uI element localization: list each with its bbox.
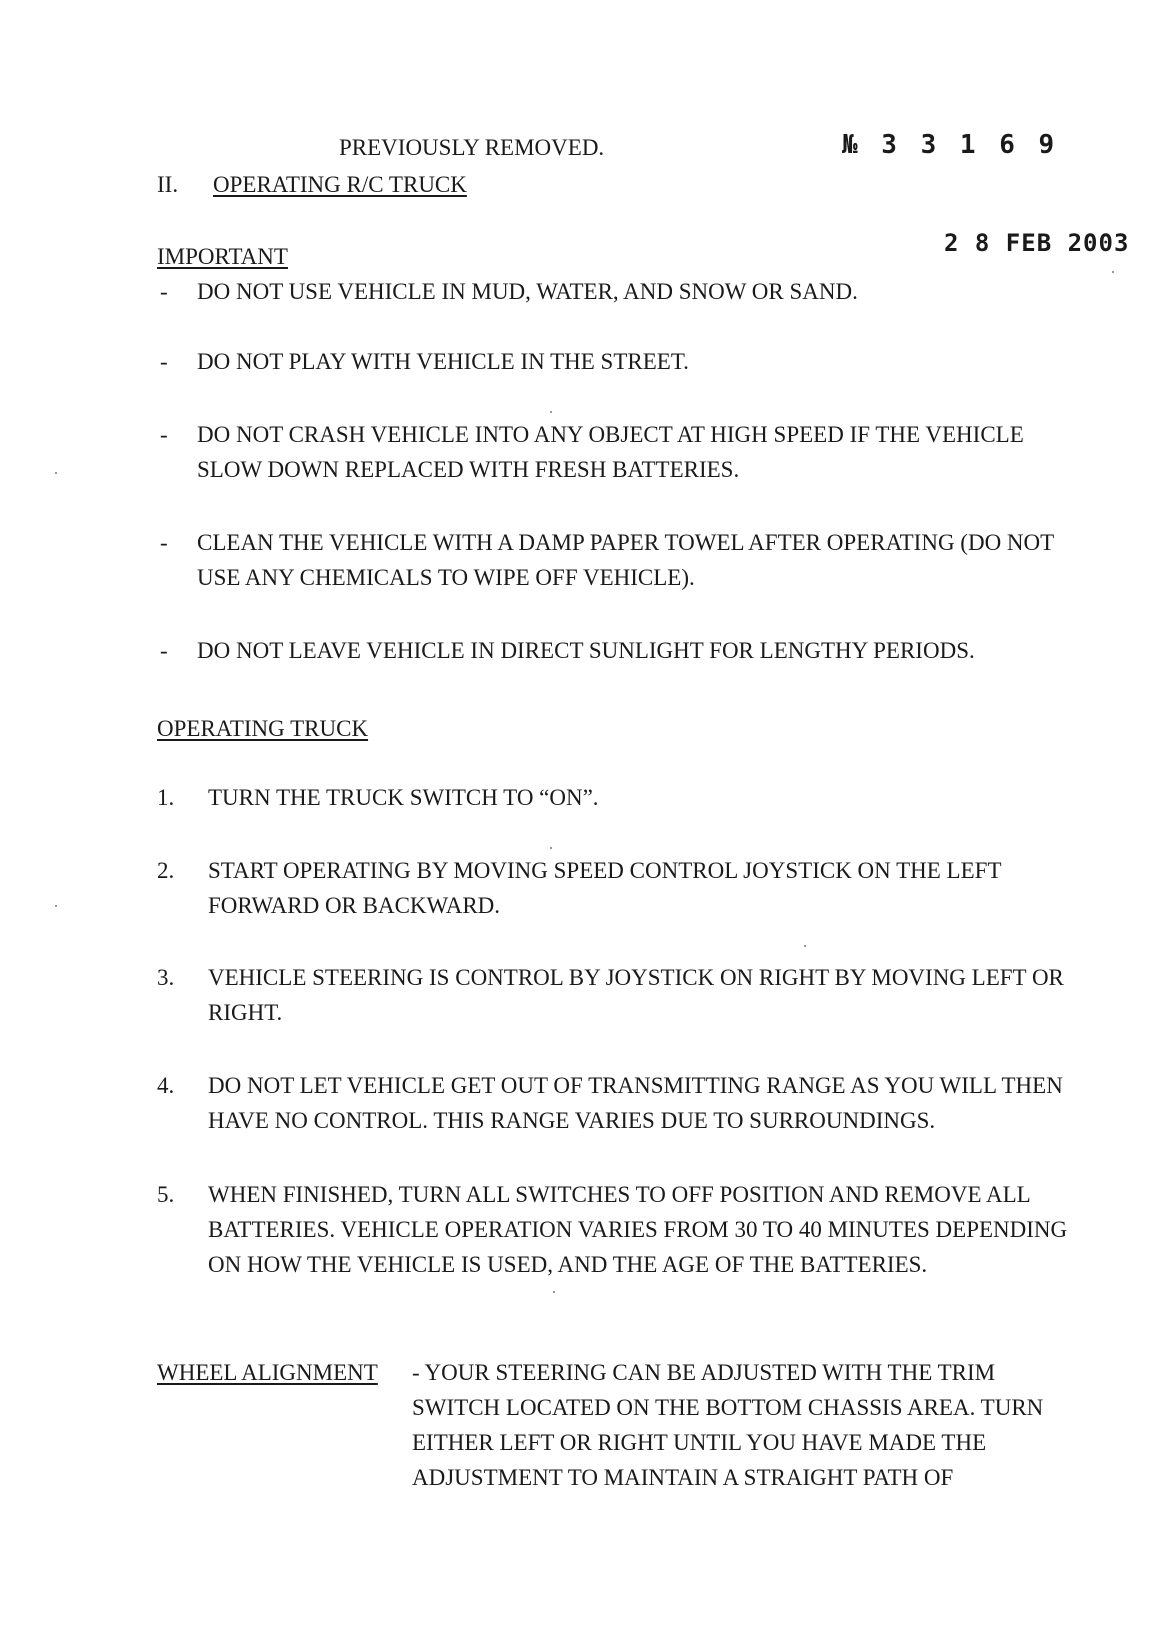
step-number: 2. (157, 858, 175, 883)
section-numeral: II. (157, 172, 179, 197)
item-marker: - (160, 279, 168, 304)
step-text: VEHICLE STEERING IS CONTROL BY JOYSTICK ON RIGHT BY MOVING LEFT OR RIGHT. (208, 965, 1064, 1025)
step-text: DO NOT LET VEHICLE GET OUT OF TRANSMITTING RANGE AS YOU WILL THEN HAVE NO CONTROL. THIS RANGE VARIES DUE TO SURROUNDINGS. (208, 1073, 1063, 1133)
scan-speck (550, 411, 552, 413)
step-number: 5. (157, 1182, 175, 1207)
step-text: TURN THE TRUCK SWITCH TO “ON”. (208, 785, 599, 810)
previously-removed-note: PREVIOUSLY REMOVED. (339, 135, 605, 160)
item-text: DO NOT LEAVE VEHICLE IN DIRECT SUNLIGHT FOR LENGTHY PERIODS. (197, 638, 975, 663)
scan-speck (553, 1291, 555, 1293)
item-marker: - (160, 638, 168, 663)
operating-truck-heading: OPERATING TRUCK (157, 716, 369, 741)
item-text: DO NOT CRASH VEHICLE INTO ANY OBJECT AT HIGH SPEED IF THE VEHICLE SLOW DOWN REPLACED WITH FRESH BATTERIES. (197, 422, 1024, 482)
step-text: WHEN FINISHED, TURN ALL SWITCHES TO OFF POSITION AND REMOVE ALL BATTERIES. VEHICLE OPERATION VARIES FROM 30 TO 40 MINUTES DEPENDING ON HOW THE VEHICLE IS USED, AND THE AGE OF THE BATTERIES. (208, 1182, 1068, 1277)
scan-speck (550, 847, 552, 849)
wheel-alignment-text: - YOUR STEERING CAN BE ADJUSTED WITH THE TRIM SWITCH LOCATED ON THE BOTTOM CHASSIS AREA. TURN EITHER LEFT OR RIGHT UNTIL YOU HAVE MADE THE ADJUSTMENT TO MAINTAIN A STRAIGHT PATH OF (412, 1360, 1044, 1490)
item-text: DO NOT USE VEHICLE IN MUD, WATER, AND SNOW OR SAND. (197, 279, 858, 304)
step-number: 3. (157, 965, 175, 990)
scan-speck (55, 905, 57, 907)
scan-speck (1112, 271, 1114, 273)
step-text: START OPERATING BY MOVING SPEED CONTROL JOYSTICK ON THE LEFT FORWARD OR BACKWARD. (208, 858, 1002, 918)
wheel-alignment-heading: WHEEL ALIGNMENT (157, 1360, 378, 1385)
item-marker: - (160, 530, 168, 555)
item-marker: - (160, 422, 168, 447)
section-title: OPERATING R/C TRUCK (213, 172, 467, 197)
item-text: DO NOT PLAY WITH VEHICLE IN THE STREET. (197, 349, 689, 374)
step-number: 1. (157, 785, 175, 810)
document-number-stamp: № 3 3 1 6 9 (842, 130, 1059, 160)
scan-speck (804, 945, 806, 947)
item-marker: - (160, 349, 168, 374)
scan-speck (55, 472, 57, 474)
date-stamp: 2 8 FEB 2003 (944, 229, 1130, 257)
important-heading: IMPORTANT (157, 244, 288, 269)
item-text: CLEAN THE VEHICLE WITH A DAMP PAPER TOWEL AFTER OPERATING (DO NOT USE ANY CHEMICALS TO WIPE OFF VEHICLE). (197, 530, 1054, 590)
step-number: 4. (157, 1073, 175, 1098)
